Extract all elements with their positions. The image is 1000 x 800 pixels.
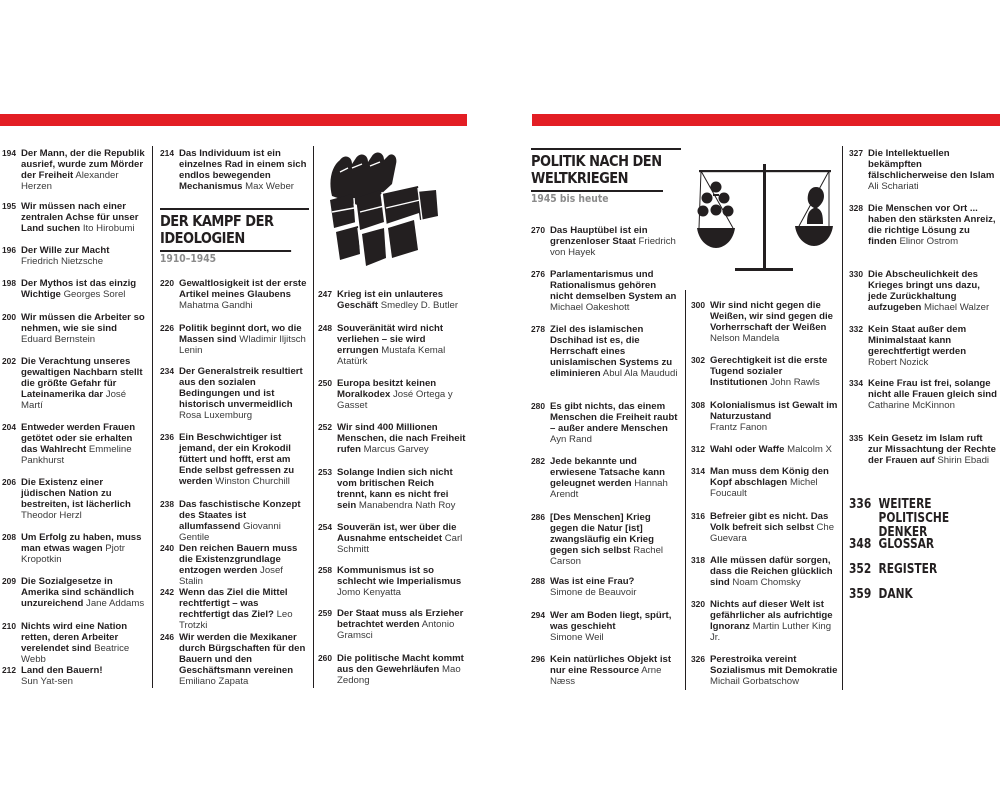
toc-entry[interactable] [2,576,150,609]
entry-author: Ayn Rand [550,434,592,445]
toc-entry[interactable] [691,300,839,344]
page-number: 296 [531,654,545,664]
entry-author: Alexander Herzen [21,170,119,192]
entry-author: Marcus Garvey [363,444,429,455]
toc-entry[interactable] [531,456,681,500]
entry-author: Abul Ala Maududi [602,368,678,379]
entry-author: Mao Zedong [337,664,461,686]
toc-entry[interactable] [531,654,681,687]
toc-entry[interactable] [849,148,997,192]
entry-title: Das Hauptübel ist ein grenzenloser Staat [550,225,648,247]
page-number: 196 [2,245,16,255]
page-number: 238 [160,499,174,509]
entry-title: Jede bekannte und erwiesene Tatsache kann geleugnet werden [550,456,666,489]
entry-title: Kein natürliches Objekt ist nur eine Ressource [550,654,672,676]
page-number: 330 [849,269,863,279]
entry-title: Alle müssen dafür sorgen, dass die Reichen glücklich sind [710,555,833,588]
toc-entry[interactable] [160,323,309,356]
page-number: 286 [531,512,545,522]
page-number: 320 [691,599,705,609]
toc-entry[interactable] [318,565,466,598]
entry-author: Sun Yat-sen [21,676,73,687]
toc-entry[interactable] [849,324,997,368]
page-number: 259 [318,608,332,618]
entry-author: Hannah Arendt [550,478,668,500]
toc-entry[interactable] [318,422,466,455]
page-number: 312 [691,444,705,454]
section-header-ideologies [160,208,309,265]
entry-author: Carl Schmitt [337,533,463,555]
entry-title: Europa besitzt keinen Moralkodex [337,378,437,400]
entry-title: Wenn das Ziel die Mittel rechtfertigt – was rechtfertigt das Ziel? [179,587,288,620]
page-number: 209 [2,576,16,586]
entry-title: Die Sozialgesetze in Amerika sind schändlich unzureichend [21,576,135,609]
entry-author: Rosa Luxemburg [179,410,253,421]
entry-title: Land den Bauern! [21,665,103,676]
entry-author: Leo Trotzki [179,609,293,631]
toc-entry[interactable] [2,245,109,267]
entry-title: [Des Menschen] Krieg gegen die Natur [ist] zwangsläufig ein Krieg gegen sich selbst [550,512,654,556]
entry-title: Die Existenz einer jüdischen Nation zu bestreiten, ist lächerlich [21,477,131,510]
entry-author: Josef Stalin [179,565,283,587]
left-page-red-bar [0,114,467,126]
entry-title: Um Erfolg zu haben, muss man etwas wagen [21,532,142,554]
entry-title: Souverän ist, wer über die Ausnahme entscheidet [337,522,457,544]
entry-title: Den reichen Bauern muss die Existenzgrundlage entzogen werden [179,543,298,576]
entry-author: Catharine McKinnon [868,400,955,411]
page-number: 198 [2,278,16,288]
entry-title: Das faschistische Konzept des Staates ist allumfassend [179,499,301,532]
entry-author: Friedrich von Hayek [550,236,676,258]
page-number: 276 [531,269,545,279]
entry-author: John Rawls [770,377,820,388]
entry-title: Kein Gesetz im Islam ruft zur Missachtung der Rechte der Frauen auf [868,433,996,466]
toc-entry[interactable] [531,610,681,643]
toc-entry[interactable] [2,422,150,466]
entry-title: Kein Staat außer dem Minimalstaat kann gerechtfertigt werden [868,324,967,357]
page-number: 240 [160,543,174,553]
entry-author: Emmeline Pankhurst [21,444,132,466]
page-number: 247 [318,289,332,299]
page-number: 210 [2,621,16,631]
page-number: 212 [2,665,16,675]
entry-author: Martin Luther King Jr. [710,621,832,643]
page-number: 242 [160,587,174,597]
page-number: 278 [531,324,545,334]
right-page-red-bar [532,114,1000,126]
entry-title: Nichts wird eine Nation retten, deren Arbeiter verelendet sind [21,621,128,654]
entry-author: Mahatma Gandhi [179,300,253,311]
toc-entry[interactable] [691,466,839,499]
toc-entry[interactable] [2,201,150,234]
entry-title: Das Individuum ist ein einzelnes Rad in einem sich endlos bewegenden Mechanismus [179,148,307,192]
page-number: 226 [160,323,174,333]
entry-title: Krieg ist ein unlauteres Geschäft [337,289,444,311]
entry-title: Wer am Boden liegt, spürt, was geschieht [550,610,672,632]
entry-author: Robert Nozick [868,357,929,368]
entry-title: Die Abscheulichkeit des Krieges bringt uns dazu, jede Zurückhaltung aufzugeben [868,269,980,313]
toc-entry[interactable] [318,467,466,511]
toc-entry[interactable] [849,269,997,313]
page-number: 288 [531,576,545,586]
entry-title: Wahl oder Waffe [710,444,785,455]
entry-title: Der Generalstreik resultiert aus den sozialen Bedingungen und ist historisch unvermeidlich [179,366,303,410]
entry-author: Simone Weil [550,632,604,643]
entry-title: Der Mann, der die Republik ausrief, wurde zum Mörder der Freiheit [21,148,145,181]
page-number: 206 [2,477,16,487]
entry-title: Die politische Macht kommt aus den Gewehrläufen [337,653,464,675]
page-number: 260 [318,653,332,663]
backmatter-item[interactable] [849,588,913,602]
section-subtitle: 1910–1945 [160,250,291,265]
page-number: 326 [691,654,705,664]
section-header-postwar [531,148,681,205]
toc-entry[interactable] [2,312,150,345]
entry-title: Wir werden die Mexikaner durch Bürgschaften für den Bauern und den Geschäftsmann vereinen [179,632,306,676]
entry-title: Entweder werden Frauen getötet oder sie erhalten das Wahlrecht [21,422,136,455]
entry-title: Nichts auf dieser Welt ist gefährlicher als aufrichtige Ignoranz [710,599,833,632]
entry-title: Der Wille zur Macht [21,245,110,256]
page-number: 316 [691,511,705,521]
toc-entry[interactable] [160,543,309,587]
entry-author: Frantz Fanon [710,422,768,433]
page-number: 220 [160,278,174,288]
entry-title: Befreier gibt es nicht. Das Volk befreit sich selbst [710,511,829,533]
backmatter-page-number: 348 [849,537,872,552]
toc-entry[interactable] [2,278,150,300]
toc-entry[interactable] [531,225,681,258]
backmatter-item[interactable] [849,538,934,552]
page-number: 318 [691,555,705,565]
toc-entry[interactable] [531,576,636,598]
entry-title: Die Intellektuellen bekämpften fälschlicherweise den Islam [868,148,995,181]
toc-entry[interactable] [691,654,839,687]
entry-author: Mustafa Kemal Atatürk [337,345,446,367]
entry-title: Der Staat muss als Erzieher betrachtet werden [337,608,464,630]
entry-author: Wladimir Iljitsch Lenin [179,334,306,356]
toc-entry[interactable] [160,432,309,487]
toc-entry[interactable] [849,203,997,247]
section-subtitle: 1945 bis heute [531,190,663,205]
toc-entry[interactable] [531,512,681,567]
entry-author: Michail Gorbatschow [710,676,800,687]
entry-title: Es gibt nichts, das einem Menschen die Freiheit raubt – außer andere Menschen [550,401,678,434]
entry-title: Solange Indien sich nicht vom britischen Reich trennt, kann es nicht frei sein [337,467,453,511]
entry-author: Giovanni Gentile [179,521,281,543]
entry-author: Max Weber [245,181,294,192]
page-number: 204 [2,422,16,432]
toc-entry[interactable] [691,355,839,388]
toc-entry[interactable] [318,378,466,411]
toc-entry[interactable] [849,433,997,466]
section-title: DER KAMPF DER IDEOLOGIEN [160,212,274,247]
entry-title: Kolonialismus ist Gewalt im Naturzustand [710,400,838,422]
entry-author: Eduard Bernstein [21,334,96,345]
page-number: 308 [691,400,705,410]
column-divider [152,146,153,688]
toc-entry[interactable] [531,324,681,379]
page-number: 332 [849,324,863,334]
entry-author: Shirin Ebadi [937,455,990,466]
entry-author: Nelson Mandela [710,333,780,344]
column-divider [842,146,843,690]
toc-entry[interactable] [318,653,466,686]
page-number: 195 [2,201,16,211]
toc-entry[interactable] [318,323,466,367]
entry-author: Rachel Carson [550,545,664,567]
entry-title: Die Menschen vor Ort ... haben den stärksten Anreiz, die richtige Lösung zu finden [868,203,996,247]
entry-author: Jane Addams [86,598,145,609]
entry-author: Malcolm X [787,444,832,455]
toc-entry[interactable] [2,356,150,411]
page-number: 270 [531,225,545,235]
entry-title: Perestroika vereint Sozialismus mit Demokratie [710,654,838,676]
page-number: 200 [2,312,16,322]
entry-author: Pjotr Kropotkin [21,543,125,565]
entry-author: Emiliano Zapata [179,676,249,687]
page-number: 248 [318,323,332,333]
entry-author: Jomo Kenyatta [337,587,401,598]
page-number: 328 [849,203,863,213]
toc-entry[interactable] [2,148,150,192]
toc-entry[interactable] [849,378,997,411]
entry-author: Smedley D. Butler [380,300,459,311]
toc-entry[interactable] [2,665,103,687]
entry-title: Der Mythos ist das einzig Wichtige [21,278,137,300]
backmatter-page-number: 336 [849,497,872,512]
column-divider [685,290,686,690]
toc-entry[interactable] [2,621,150,665]
entry-title: Keine Frau ist frei, solange nicht alle Frauen gleich sind [868,378,998,400]
page-number: 280 [531,401,545,411]
toc-entry[interactable] [160,278,309,311]
backmatter-label: WEITERE POLITISCHE DENKER [878,497,950,540]
entry-title: Die Verachtung unseres gewaltigen Nachbarn stellt die größte Gefahr für Lateinamerika dar [21,356,143,400]
page-number: 302 [691,355,705,365]
backmatter-page-number: 352 [849,562,872,577]
backmatter-label: GLOSSAR [878,537,935,552]
page-number: 250 [318,378,332,388]
page-number: 327 [849,148,863,158]
backmatter-page-number: 359 [849,587,872,602]
toc-entry[interactable] [531,401,681,445]
page-number: 202 [2,356,16,366]
toc-entry[interactable] [160,587,309,631]
entry-title: Politik beginnt dort, wo die Massen sind [179,323,302,345]
entry-author: Arne Næss [550,665,662,687]
entry-author: Theodor Herzl [21,510,82,521]
entry-title: Was ist eine Frau? [550,576,635,587]
backmatter-label: DANK [878,587,913,602]
page-number: 236 [160,432,174,442]
page-number: 252 [318,422,332,432]
page-number: 208 [2,532,16,542]
entry-author: Antonio Gramsci [337,619,455,641]
page-number: 214 [160,148,174,158]
toc-entry[interactable] [691,599,839,643]
toc-entry[interactable] [691,555,839,588]
toc-entry[interactable] [160,366,309,421]
balance-scale-icon [695,150,835,280]
page-number: 294 [531,610,545,620]
entry-author: Friedrich Nietzsche [21,256,104,267]
entry-author: Michael Walzer [923,302,990,313]
page-number: 334 [849,378,863,388]
page-number: 335 [849,433,863,443]
toc-entry[interactable] [691,444,832,455]
toc-entry[interactable] [318,522,466,555]
entry-author: Manabendra Nath Roy [358,500,456,511]
page-number: 234 [160,366,174,376]
entry-author: Elinor Ostrom [899,236,959,247]
entry-author: Winston Churchill [215,476,290,487]
toc-entry[interactable] [160,148,309,192]
entry-author: Michel Foucault [710,477,818,499]
entry-title: Ziel des islamischen Dschihad ist es, die Herrschaft eines unislamischen Systems zu eliminieren [550,324,673,379]
page-number: 282 [531,456,545,466]
page-number: 253 [318,467,332,477]
section-title: POLITIK NACH DEN WELTKRIEGEN [531,152,662,187]
toc-entry[interactable] [531,269,681,313]
page-number: 258 [318,565,332,575]
page-number: 300 [691,300,705,310]
entry-author: Georges Sorel [63,289,126,300]
entry-author: Michael Oakeshott [550,302,630,313]
toc-entry[interactable] [2,477,150,521]
entry-author: José Martí [21,389,127,411]
entry-author: Ito Hirobumi [82,223,135,234]
entry-title: Wir müssen nach einer zentralen Achse für unser Land suchen [21,201,139,234]
entry-title: Gerechtigkeit ist die erste Tugend sozialer Institutionen [710,355,828,388]
entry-title: Ein Beschwichtiger ist jemand, der ein Krokodil füttert und hofft, erst am Ende selbst gefressen zu werden [179,432,295,487]
entry-title: Wir müssen die Arbeiter so nehmen, wie sie sind [21,312,145,334]
toc-entry[interactable] [318,289,466,311]
entry-title: Man muss dem König den Kopf abschlagen [710,466,829,488]
entry-title: Gewaltlosigkeit ist der erste Artikel meines Glaubens [179,278,307,300]
entry-author: Beatrice Webb [21,643,130,665]
page-number: 254 [318,522,332,532]
entry-author: Noam Chomsky [732,577,801,588]
column-divider [313,146,314,688]
entry-title: Souveränität wird nicht verliehen – sie wird errungen [337,323,444,356]
entry-title: Kommunismus ist so schlecht wie Imperialismus [337,565,462,587]
entry-author: Che Guevara [710,522,835,544]
raised-fists-icon [326,150,444,275]
backmatter-item[interactable] [849,563,937,577]
page-number: 246 [160,632,174,642]
backmatter-item[interactable] [849,498,993,540]
toc-entry[interactable] [691,400,839,433]
entry-title: Parlamentarismus und Rationalismus gehören nicht demselben System an [550,269,677,302]
toc-entry[interactable] [160,632,309,687]
entry-title: Wir sind nicht gegen die Weißen, wir sind gegen die Vorherrschaft der Weißen [710,300,833,333]
entry-author: José Ortega y Gasset [337,389,453,411]
toc-entry[interactable] [2,532,150,565]
page-number: 194 [2,148,16,158]
backmatter-label: REGISTER [878,562,938,577]
entry-title: Wir sind 400 Millionen Menschen, die nach Freiheit rufen [337,422,466,455]
toc-entry[interactable] [160,499,309,543]
entry-author: Simone de Beauvoir [550,587,637,598]
toc-entry[interactable] [691,511,839,544]
toc-entry[interactable] [318,608,466,641]
entry-author: Ali Schariati [868,181,919,192]
page-number: 314 [691,466,705,476]
